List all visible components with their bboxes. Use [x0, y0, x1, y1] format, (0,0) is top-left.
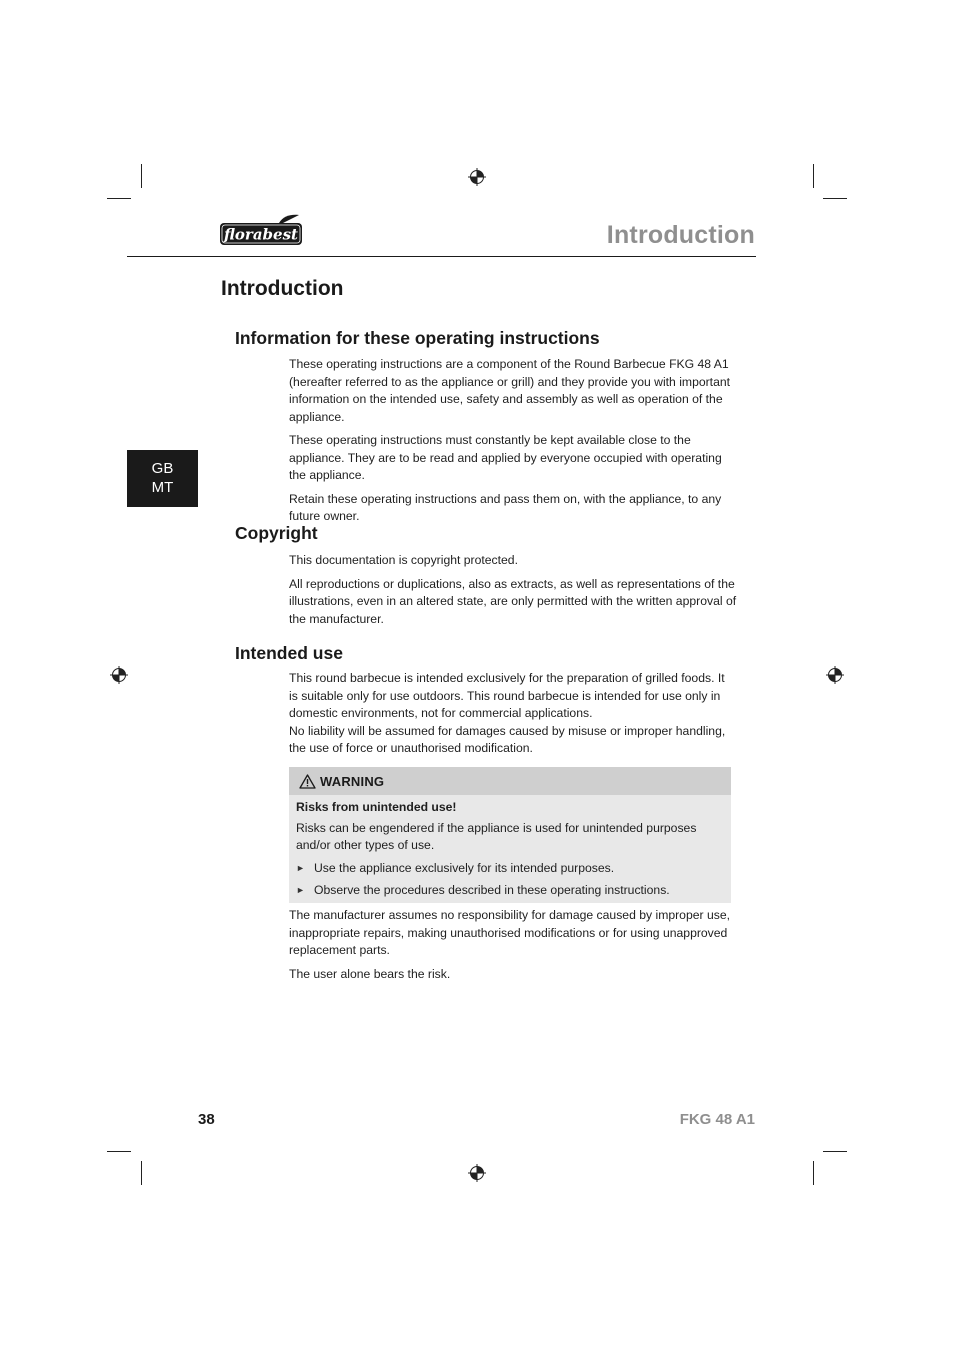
bullet-text: Use the appliance exclusively for its intended purposes. — [314, 860, 615, 875]
language-code-mt: MT — [151, 479, 174, 496]
crop-mark — [823, 198, 847, 199]
paragraph: This round barbecue is intended exclusively for the preparation of grilled foods. It is suitable only for use outdoors. This round barbecue is intended for use only in domestic environments, not for commercial applications. — [289, 671, 725, 720]
crop-mark — [141, 1161, 142, 1185]
paragraph: These operating instructions must constantly be kept available close to the appliance. They are to be read and applied by everyone occupied with operating the appliance. — [289, 433, 722, 482]
warning-content — [289, 795, 731, 899]
crop-mark — [107, 1151, 131, 1152]
registration-mark-icon — [110, 666, 128, 684]
page-title: Introduction — [221, 277, 344, 300]
warning-box — [289, 767, 731, 903]
section-heading-information: Information for these operating instructions — [235, 328, 600, 348]
language-tab — [127, 450, 198, 507]
paragraph: This documentation is copyright protected. — [289, 553, 518, 567]
crop-mark — [813, 1161, 814, 1185]
warning-bullet — [296, 860, 725, 877]
section-heading-intended-use: Intended use — [235, 643, 343, 663]
warning-title: Risks from unintended use! — [296, 800, 457, 814]
language-code-gb: GB — [151, 460, 174, 477]
paragraph: The user alone bears the risk. — [289, 966, 451, 981]
paragraph: The manufacturer assumes no responsibility for damage caused by improper use, inappropriate repairs, making unauthorised modifications or for using unapproved replacement parts. — [289, 908, 730, 957]
crop-mark — [823, 1151, 847, 1152]
paragraph: These operating instructions are a component of the Round Barbecue FKG 48 A1 (hereafter referred to as the appliance or grill) and they provide you with important information on the intended use, safety and assembly as well as operation of the appliance. — [289, 357, 731, 424]
section-heading-copyright: Copyright — [235, 523, 318, 543]
crop-mark — [813, 164, 814, 188]
section-body-information — [289, 356, 739, 532]
header-divider — [127, 256, 756, 257]
crop-mark — [141, 164, 142, 188]
header-title: Introduction — [606, 221, 755, 249]
paragraph: Retain these operating instructions and pass them on, with the appliance, to any future owner. — [289, 491, 722, 523]
paragraph: All reproductions or duplications, also as extracts, as well as representations of the illustrations, even in an altered state, are only permitted with the written approval of the manufacturer. — [289, 576, 737, 626]
warning-triangle-icon — [299, 774, 316, 789]
arrow-right-icon: ► — [296, 884, 305, 895]
florabest-logo — [219, 214, 303, 246]
warning-header — [289, 767, 731, 795]
registration-mark-icon — [468, 1164, 486, 1182]
arrow-right-icon: ► — [296, 862, 305, 873]
model-number: FKG 48 A1 — [679, 1111, 755, 1128]
paragraph: No liability will be assumed for damages caused by misuse or improper handling, the use of force or unauthorised modification. — [289, 723, 726, 755]
warning-label: WARNING — [320, 773, 385, 789]
section-body-copyright — [289, 552, 739, 634]
crop-mark — [107, 198, 131, 199]
registration-mark-icon — [468, 168, 486, 186]
section-body-intended-use-after — [289, 907, 735, 989]
bullet-text: Observe the procedures described in these operating instructions. — [314, 882, 670, 897]
warning-bullet — [296, 882, 725, 899]
page-number: 38 — [198, 1111, 215, 1128]
section-body-intended-use — [289, 670, 735, 758]
logo-text: florabest — [224, 225, 298, 244]
warning-text: Risks can be engendered if the appliance is used for unintended purposes and/or other types of use. — [296, 821, 697, 853]
registration-mark-icon — [826, 666, 844, 684]
